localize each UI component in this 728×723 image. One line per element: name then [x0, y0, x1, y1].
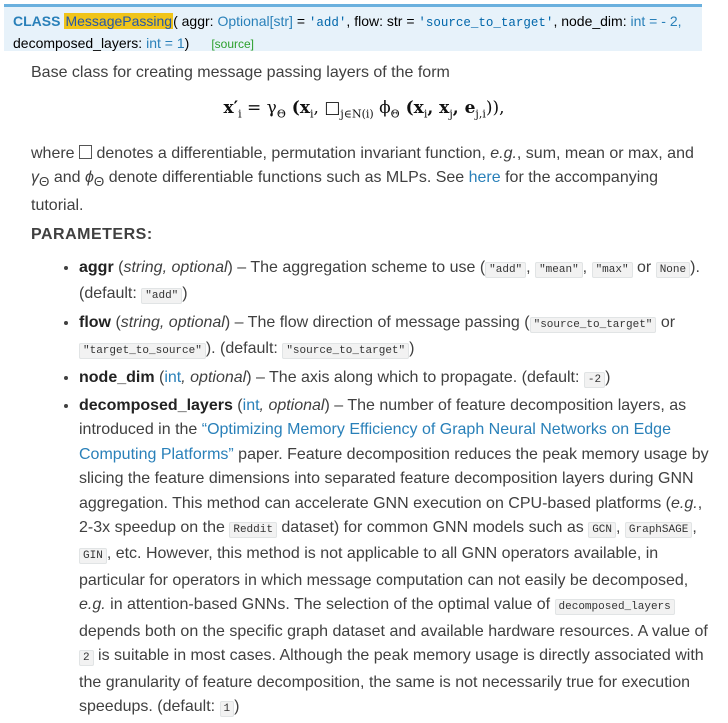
param-node-dim-type: int: [630, 13, 646, 29]
paper-link[interactable]: “Optimizing Memory Efficiency of Graph Neural Networks on Edge Computing Platforms”: [79, 421, 671, 463]
formula-part: )),: [485, 98, 505, 118]
open-paren: (: [173, 13, 178, 29]
int-type-link[interactable]: int: [242, 397, 260, 415]
text: , etc. However, this method is not applicable to all GNN operators available, in particular for operators in which message computation can not easily be decomposed,: [79, 545, 689, 589]
eq: =: [160, 35, 177, 51]
formula-part: , e: [452, 98, 476, 118]
text: ): [409, 340, 415, 358]
param-name: decomposed_layers: [79, 397, 233, 415]
code: Reddit: [229, 522, 277, 538]
formula-explanation: [31, 142, 701, 218]
int-type-link[interactable]: int: [164, 368, 182, 386]
code: 1: [220, 701, 235, 717]
text: , 2-3x speedup on the: [79, 494, 703, 537]
close-paren: ): [184, 35, 190, 51]
code: GraphSAGE: [625, 522, 692, 538]
box-operator-icon: [79, 145, 92, 159]
class-name: MessagePassing: [65, 13, 173, 29]
param-node-dim: [79, 366, 719, 392]
code: "source_to_target": [282, 343, 409, 359]
text: , sum, mean or max, and: [516, 145, 694, 162]
code: "source_to_target": [530, 317, 657, 333]
code: "add": [141, 288, 182, 304]
code: -2: [584, 372, 605, 388]
code: None: [656, 262, 690, 278]
sep: : str =: [379, 13, 419, 29]
param-flow-default: 'source_to_target': [418, 16, 554, 30]
text: ): [234, 697, 240, 715]
param-name: node_dim: [79, 368, 155, 386]
text: or: [632, 259, 656, 276]
text: ) – The axis along which to propagate. (default:: [246, 368, 584, 386]
formula-part: (x: [399, 98, 424, 118]
comma: ,: [553, 13, 562, 29]
class-description: Base class for creating message passing layers of the form: [31, 64, 450, 81]
text: ): [605, 368, 611, 386]
sub: i: [309, 107, 314, 121]
formula-part: , □: [313, 98, 341, 118]
text: (: [154, 368, 165, 386]
text: e.g.: [79, 596, 106, 614]
code: decomposed_layers: [555, 599, 675, 615]
formula-part: ϕ: [373, 98, 391, 118]
code: GCN: [588, 522, 616, 538]
param-type: , optional: [181, 368, 247, 386]
code: "max": [592, 262, 633, 278]
param-decomposed-type: int: [146, 35, 161, 51]
formula-part: (x: [285, 98, 310, 118]
sub: Θ: [390, 107, 400, 121]
param-node-dim-name: node_dim: [561, 13, 623, 29]
source-link[interactable]: [source]: [211, 37, 254, 51]
text: ,: [616, 519, 625, 537]
text: ) – The flow direction of message passing (: [224, 313, 530, 331]
param-aggr-default: 'add': [308, 16, 347, 30]
text: γ: [31, 169, 39, 186]
text: ): [182, 285, 188, 303]
sub: Θ: [276, 107, 286, 121]
param-aggr-name: aggr: [181, 13, 210, 29]
code: "mean": [535, 262, 583, 278]
text: (: [111, 313, 121, 331]
parameters-list: [61, 256, 719, 723]
param-flow-name: flow: [354, 13, 380, 29]
text: e.g.: [490, 145, 517, 162]
code: 2: [79, 650, 94, 666]
text: ϕ: [84, 169, 94, 186]
text: is suitable in most cases. Although the peak memory usage is directly associated with the granularity of feature decomposition, the same is not necessarily true for execution speedups. (default:: [79, 647, 704, 715]
param-flow: [79, 311, 719, 364]
class-keyword: CLASS: [13, 13, 61, 29]
code: GIN: [79, 548, 107, 564]
text: ,: [526, 259, 536, 276]
param-type: , optional: [259, 397, 325, 415]
code: "target_to_source": [79, 343, 206, 359]
sub: i: [238, 107, 242, 121]
text: (: [113, 259, 124, 276]
text: denotes a differentiable, permutation invariant function,: [92, 145, 491, 162]
text: ,: [582, 259, 592, 276]
text: in attention-based GNNs. The selection of the optimal value of: [105, 596, 555, 614]
text: for the accompanying tutorial.: [31, 169, 659, 215]
param-decomposed-name: decomposed_layers: [13, 35, 139, 51]
eq: = -: [645, 13, 670, 29]
text: paper. Feature decomposition reduces the peak memory usage by slicing the feature dimensions into separated feature decomposition layers during GNN aggregation. This method can accelerate GNN execution on CPU-based platforms (: [79, 445, 709, 512]
sub: i: [423, 107, 428, 121]
parameters-heading: PARAMETERS:: [31, 226, 153, 243]
text: and: [49, 169, 85, 186]
text: or: [656, 313, 676, 331]
param-type: string, optional: [123, 259, 228, 276]
param-type: string, optional: [120, 313, 225, 331]
text: denote differentiable functions such as MLPs. See: [104, 169, 469, 186]
text: (: [232, 397, 243, 415]
eq: =: [292, 13, 309, 29]
message-passing-formula: [0, 98, 728, 120]
sep: :: [138, 35, 147, 51]
text: ) – The number of feature decomposition layers, as introduced in the: [79, 397, 687, 439]
param-aggr: [79, 256, 719, 309]
text: where: [31, 145, 80, 162]
text: dataset) for common GNN models such as: [276, 519, 589, 537]
class-signature: [4, 4, 702, 51]
code: "add": [485, 262, 526, 278]
sub: Θ: [93, 174, 105, 190]
comma: ,: [346, 13, 355, 29]
sub: j,i: [475, 107, 486, 121]
sub: Θ: [39, 174, 50, 190]
formula-lhs: x′: [223, 98, 239, 118]
param-aggr-type: Optional[str]: [217, 13, 293, 29]
text: depends both on the specific graph dataset and available hardware resources. A value of: [79, 622, 708, 640]
sub: j: [449, 107, 453, 121]
text: ) – The aggregation scheme to use (: [227, 259, 486, 276]
tutorial-link[interactable]: here: [468, 169, 501, 186]
param-name: flow: [79, 313, 111, 331]
param-decomposed-default: 1: [176, 35, 185, 51]
sub: j∈N(i): [340, 107, 374, 121]
param-decomposed-layers: [79, 394, 719, 721]
param-name: aggr: [79, 259, 114, 276]
text: e.g.: [671, 494, 698, 512]
formula-part: , x: [427, 98, 450, 118]
text: ). (default:: [205, 340, 283, 358]
formula-part: = γ: [241, 98, 277, 118]
sep: :: [209, 13, 218, 29]
text: ,: [692, 519, 697, 537]
sep: :: [622, 13, 631, 29]
param-node-dim-default: 2,: [669, 13, 682, 29]
text: ). (default:: [79, 259, 700, 303]
